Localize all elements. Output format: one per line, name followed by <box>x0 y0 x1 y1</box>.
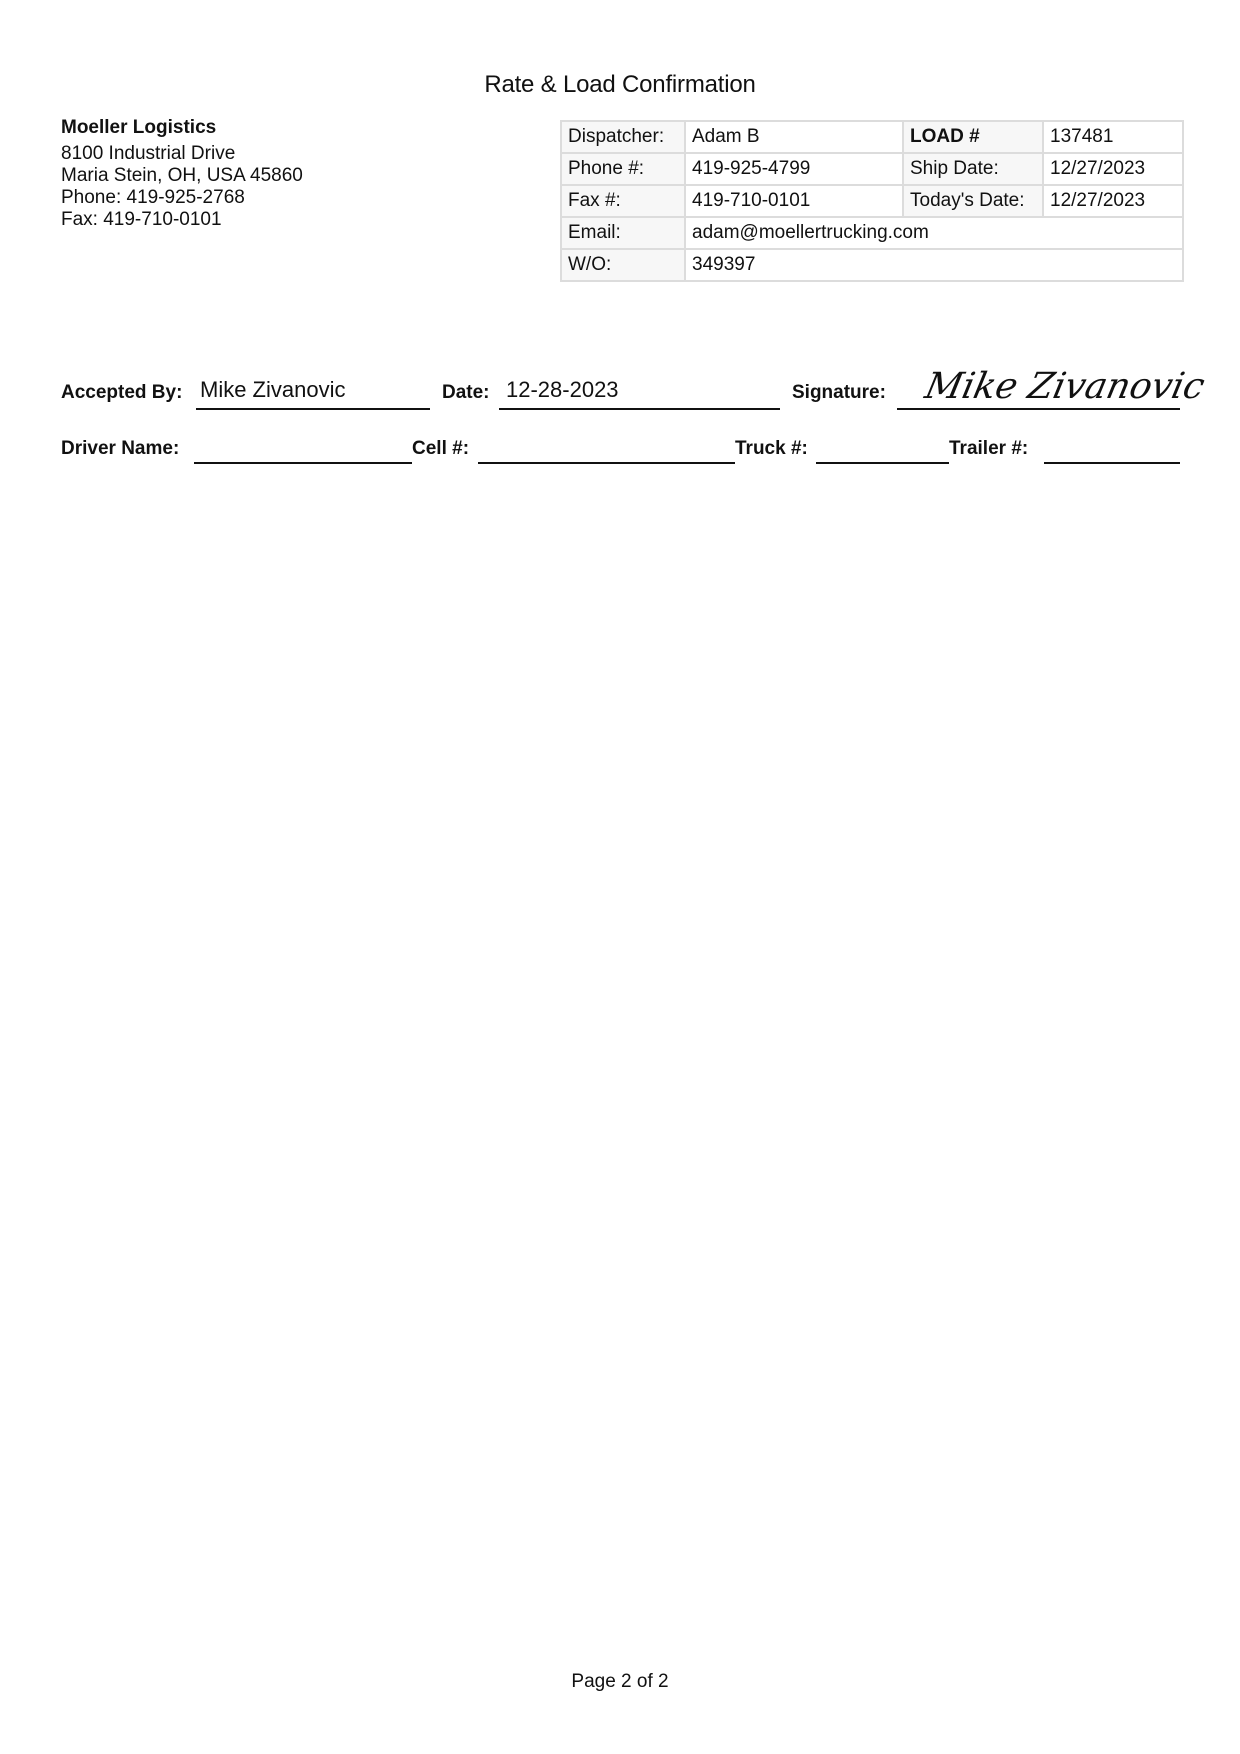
email-label: Email: <box>561 217 685 249</box>
ship-date-value: 12/27/2023 <box>1043 153 1183 185</box>
document-title: Rate & Load Confirmation <box>484 71 756 98</box>
date-value: 12-28-2023 <box>506 377 619 402</box>
todays-date-value: 12/27/2023 <box>1043 185 1183 217</box>
company-name: Moeller Logistics <box>61 117 217 138</box>
load-number-label: LOAD # <box>903 121 1043 153</box>
dispatcher-value: Adam B <box>685 121 903 153</box>
trailer-label: Trailer #: <box>949 438 1029 459</box>
todays-date-label: Today's Date: <box>903 185 1043 217</box>
cell-label: Cell #: <box>412 438 470 459</box>
accepted-by-field[interactable] <box>196 408 430 410</box>
trailer-field[interactable] <box>1044 462 1180 464</box>
company-address-line2: Maria Stein, OH, USA 45860 <box>61 165 303 186</box>
date-label: Date: <box>442 382 490 403</box>
phone-label: Phone #: <box>561 153 685 185</box>
accepted-by-value: Mike Zivanovic <box>200 377 346 402</box>
work-order-value: 349397 <box>685 249 1183 281</box>
signature-mark: Mike Zivanovic <box>921 364 1209 407</box>
signature-label: Signature: <box>792 382 886 403</box>
table-row <box>561 185 1183 217</box>
driver-row <box>61 432 1181 472</box>
driver-name-field[interactable] <box>194 462 412 464</box>
table-row <box>561 249 1183 281</box>
table-row <box>561 121 1183 153</box>
page-number: Page 2 of 2 <box>571 1671 669 1692</box>
cell-field[interactable] <box>478 462 735 464</box>
truck-field[interactable] <box>816 462 949 464</box>
signature-image <box>921 362 1209 414</box>
load-number-value: 137481 <box>1043 121 1183 153</box>
dispatcher-label: Dispatcher: <box>561 121 685 153</box>
email-value: adam@moellertrucking.com <box>685 217 1183 249</box>
table-row <box>561 153 1183 185</box>
table-row <box>561 217 1183 249</box>
load-info-table <box>560 120 1184 282</box>
fax-label: Fax #: <box>561 185 685 217</box>
company-address-line1: 8100 Industrial Drive <box>61 143 236 164</box>
accepted-by-label: Accepted By: <box>61 382 183 403</box>
ship-date-label: Ship Date: <box>903 153 1043 185</box>
acceptance-row <box>61 364 1209 416</box>
work-order-label: W/O: <box>561 249 685 281</box>
fax-value: 419-710-0101 <box>685 185 903 217</box>
phone-value: 419-925-4799 <box>685 153 903 185</box>
company-fax: Fax: 419-710-0101 <box>61 209 222 230</box>
company-phone: Phone: 419-925-2768 <box>61 187 245 208</box>
truck-label: Truck #: <box>735 438 808 459</box>
driver-name-label: Driver Name: <box>61 438 180 459</box>
company-block <box>61 117 303 231</box>
date-field[interactable] <box>499 408 780 410</box>
